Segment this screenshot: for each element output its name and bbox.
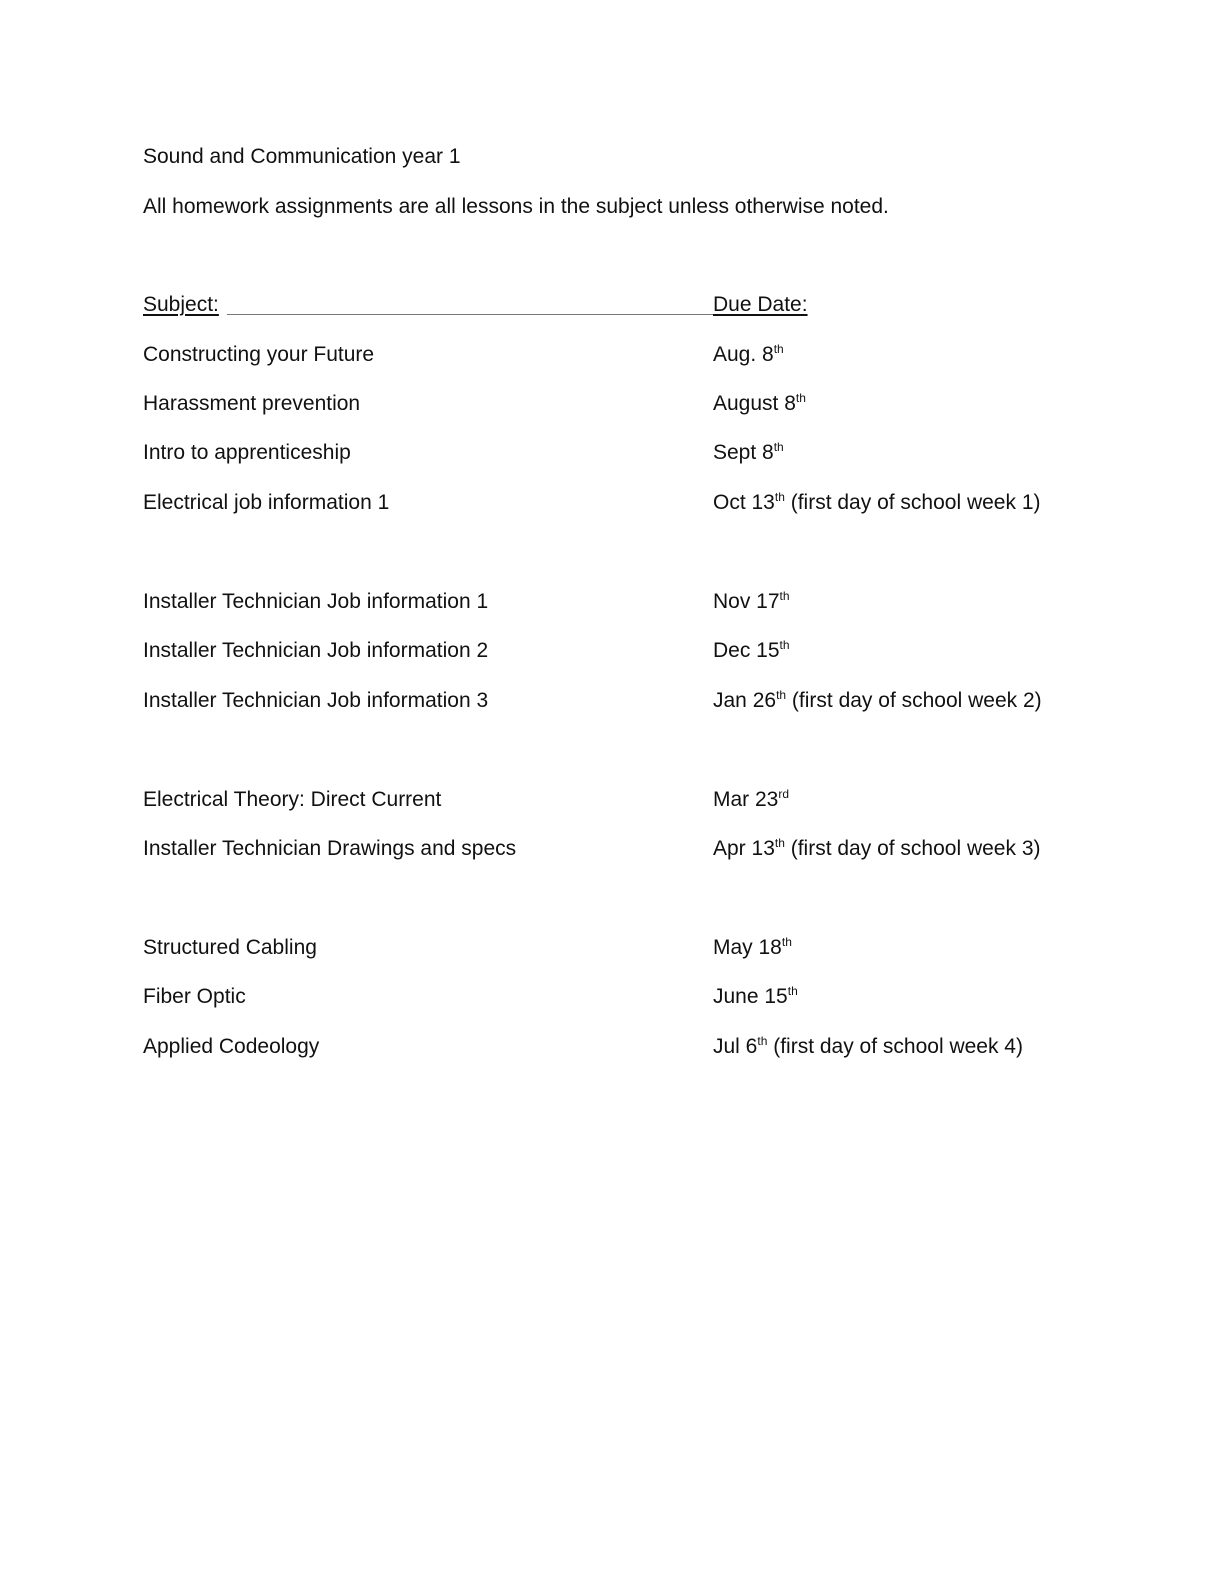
subject-cell: Installer Technician Drawings and specs: [143, 837, 517, 860]
ordinal-suffix: th: [774, 490, 785, 504]
due-date-text: August 8: [713, 392, 796, 415]
ordinal-suffix: th: [795, 391, 806, 405]
subject-cell: Electrical Theory: Direct Current: [143, 788, 442, 811]
due-date-text: Jan 26: [713, 689, 777, 712]
subject-cell: Intro to apprenticeship: [143, 441, 351, 464]
due-date-text: Dec 15: [713, 639, 780, 662]
document-note: All homework assignments are all lessons in the subject unless otherwise noted.: [143, 195, 889, 218]
subject-cell: Structured Cabling: [143, 936, 317, 959]
due-date-note: (first day of school week 2): [786, 689, 1042, 712]
subject-cell: Harassment prevention: [143, 392, 361, 415]
table-row: [143, 440, 1143, 466]
due-date-cell: [713, 1034, 1023, 1060]
subject-header: Subject:: [143, 293, 219, 316]
due-date-cell: [713, 589, 790, 615]
ordinal-suffix: th: [757, 1034, 768, 1048]
due-date-cell: [713, 490, 1041, 516]
due-date-text: Aug. 8: [713, 343, 774, 366]
ordinal-suffix: th: [781, 935, 792, 949]
subject-cell: Applied Codeology: [143, 1035, 320, 1058]
due-date-text: Sept 8: [713, 441, 774, 464]
table-row: [143, 490, 1143, 516]
table-row: [143, 688, 1143, 714]
table-row: [143, 638, 1143, 664]
due-date-note: (first day of school week 1): [784, 491, 1041, 514]
due-date-note: (first day of school week 3): [784, 837, 1041, 860]
table-row: [143, 1034, 1143, 1060]
document-title: Sound and Communication year 1: [143, 145, 461, 168]
subject-cell: Installer Technician Job information 2: [143, 639, 489, 662]
due-date-cell: [713, 984, 798, 1010]
due-date-text: June 15: [713, 985, 788, 1008]
table-row: [143, 935, 1143, 961]
due-date-cell: [713, 935, 792, 961]
due-date-header: Due Date:: [713, 293, 808, 316]
due-date-note: (first day of school week 4): [767, 1035, 1023, 1058]
table-row: [143, 984, 1143, 1010]
subject-cell: Fiber Optic: [143, 985, 246, 1008]
ordinal-suffix: th: [779, 589, 790, 603]
ordinal-suffix: th: [773, 342, 784, 356]
table-row: [143, 787, 1143, 813]
ordinal-suffix: th: [776, 688, 787, 702]
ordinal-suffix: rd: [778, 787, 790, 801]
due-date-cell: [713, 688, 1042, 714]
due-date-text: Nov 17: [713, 590, 780, 613]
table-row: [143, 391, 1143, 417]
ordinal-suffix: th: [774, 836, 785, 850]
subject-cell: Installer Technician Job information 3: [143, 689, 489, 712]
ordinal-suffix: th: [779, 638, 790, 652]
due-date-cell: [713, 440, 784, 466]
due-date-text: Oct 13: [713, 491, 775, 514]
due-date-cell: [713, 391, 806, 417]
due-date-text: Apr 13: [713, 837, 775, 860]
due-date-cell: [713, 638, 790, 664]
subject-cell: Installer Technician Job information 1: [143, 590, 489, 613]
due-date-cell: [713, 342, 784, 368]
due-date-text: May 18: [713, 936, 782, 959]
table-row: [143, 836, 1143, 862]
subject-cell: Constructing your Future: [143, 343, 375, 366]
due-date-cell: [713, 787, 789, 813]
table-row: [143, 342, 1143, 368]
table-row: [143, 589, 1143, 615]
due-date-cell: [713, 836, 1041, 862]
due-date-text: Mar 23: [713, 788, 779, 811]
header-rule: [227, 314, 713, 315]
subject-cell: Electrical job information 1: [143, 491, 390, 514]
ordinal-suffix: th: [787, 984, 798, 998]
due-date-text: Jul 6: [713, 1035, 758, 1058]
ordinal-suffix: th: [773, 440, 784, 454]
